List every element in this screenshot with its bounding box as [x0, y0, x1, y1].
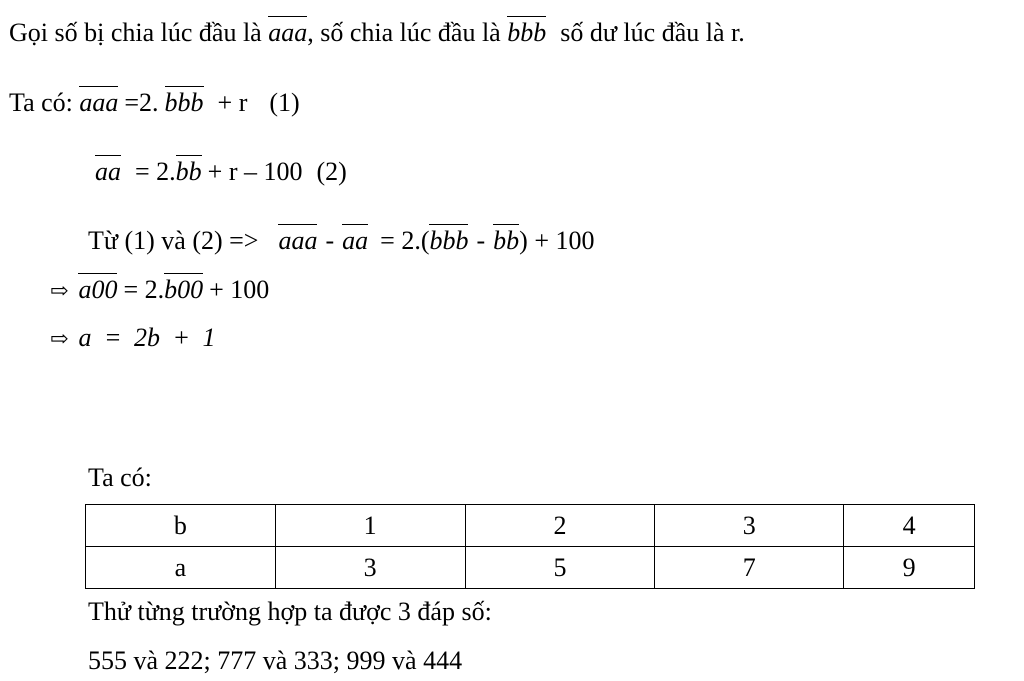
table-row-a [86, 547, 975, 589]
equation-3 [88, 228, 594, 254]
table-cell: 5 [465, 547, 655, 589]
table-cell: 1 [275, 505, 465, 547]
answers-text: 555 và 222; 777 và 333; 999 và 444 [88, 646, 463, 675]
eq1-prefix: Ta có: [9, 88, 80, 117]
eq2-rhs: bb [175, 157, 202, 186]
intro-line [9, 20, 745, 46]
eq4-rhs: b00 [164, 275, 204, 304]
eq2-eq: = 2. [135, 157, 176, 186]
eq3-t1: aaa [278, 226, 318, 255]
equation-1 [9, 90, 300, 116]
eq3-t3: bbb [429, 226, 469, 255]
eq1-lhs: aaa [79, 88, 119, 117]
value-table [85, 504, 975, 589]
eq3-minus1: - [325, 226, 335, 255]
eq4-tail: + 100 [209, 275, 270, 304]
divisor-symbol: bbb [507, 18, 547, 47]
implies-arrow-icon: ⇨ [50, 279, 69, 304]
table-cell: b [86, 505, 276, 547]
eq4-eq: = 2. [123, 275, 165, 304]
eq5-expr: a = 2b + 1 [78, 323, 216, 352]
dividend-symbol: aaa [268, 18, 308, 47]
eq4-lhs: a00 [78, 275, 118, 304]
table-cell: 7 [655, 547, 844, 589]
eq1-eq: =2. [124, 88, 159, 117]
table-intro: Ta có: [88, 463, 152, 492]
eq3-eq: = 2.( [380, 226, 430, 255]
eq3-t2: aa [342, 226, 369, 255]
intro-prefix: Gọi số bị chia lúc đầu là [9, 18, 269, 47]
table-cell: 4 [844, 505, 975, 547]
intro-middle: , số chia lúc đầu là [307, 18, 508, 47]
table-row-b [86, 505, 975, 547]
eq1-rhs: bbb [164, 88, 204, 117]
eq2-tail: + r – 100 [207, 157, 303, 186]
intro-suffix: số dư lúc đầu là r. [560, 18, 745, 47]
table-cell: 9 [844, 547, 975, 589]
eq3-tail: ) + 100 [519, 226, 595, 255]
equation-5 [50, 325, 216, 351]
table-cell: 3 [655, 505, 844, 547]
table-cell: a [86, 547, 276, 589]
conclusion-text: Thử từng trường hợp ta được 3 đáp số: [88, 597, 492, 626]
eq1-label: (1) [269, 88, 300, 117]
eq2-label: (2) [316, 157, 347, 186]
eq1-tail: + r [217, 88, 248, 117]
equation-4 [50, 277, 269, 303]
eq2-lhs: aa [95, 157, 121, 186]
implies-arrow-icon: ⇨ [50, 327, 69, 352]
equation-2 [95, 159, 347, 185]
eq3-minus2: - [476, 226, 486, 255]
eq3-t4: bb [493, 226, 520, 255]
table-cell: 3 [275, 547, 465, 589]
table-cell: 2 [465, 505, 655, 547]
eq3-prefix: Từ (1) và (2) => [88, 226, 259, 255]
